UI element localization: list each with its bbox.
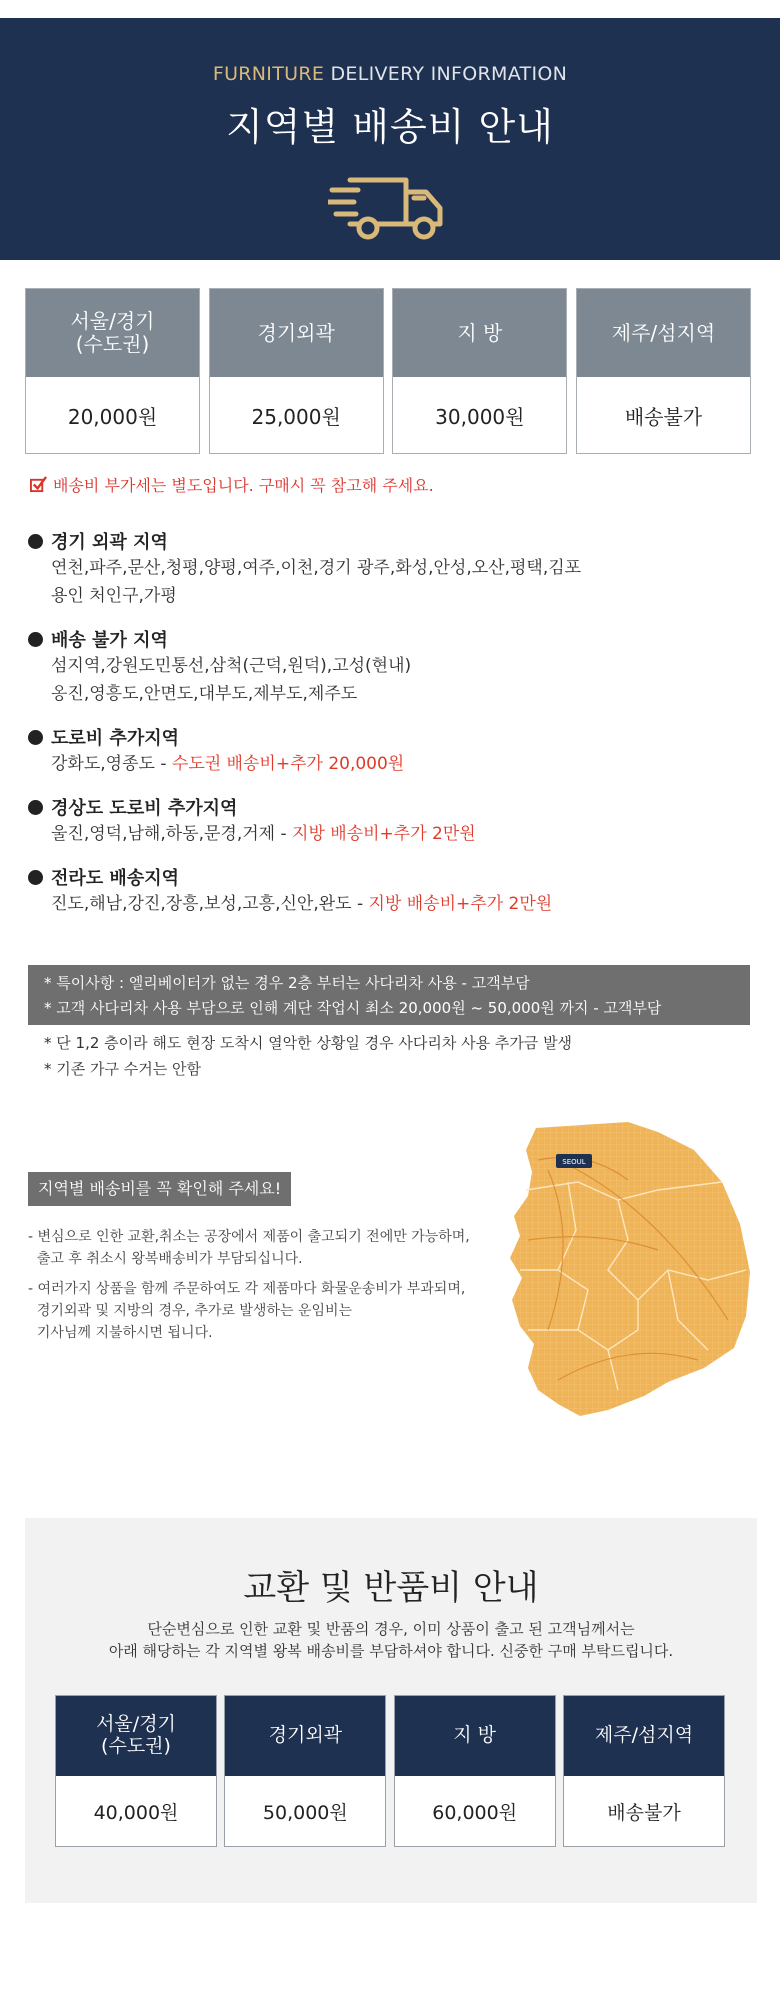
fee-region: 제주/섬지역 [577, 289, 750, 377]
fee-card [209, 288, 384, 454]
korea-map-image [508, 1120, 760, 1420]
area-item [28, 528, 748, 610]
extra-note: * 단 1,2 층이라 해도 현장 도착시 열악한 상황일 경우 사다리차 사용 추가금 발생 [44, 1034, 573, 1052]
return-fee-price: 50,000원 [225, 1776, 385, 1846]
area-line-text: 연천,파주,문산,청평,양평,여주,이천,경기 광주,화성,안성,오산,평택,김포 [51, 558, 582, 578]
fee-region: 경기외곽 [210, 289, 383, 377]
area-item [28, 864, 748, 918]
fee-region: 서울/경기 (수도권) [26, 289, 199, 377]
policy-note [28, 1226, 470, 1270]
vat-notice-text: 배송비 부가세는 별도입니다. 구매시 꼭 참고해 주세요. [53, 476, 434, 495]
special-note: * 특이사항 : 엘리베이터가 없는 경우 2층 부터는 사다리차 사용 - 고객부담 [44, 974, 530, 992]
return-fee-card [55, 1695, 217, 1847]
area-extra-fee: 수도권 배송비+추가 20,000원 [171, 754, 405, 774]
check-fee-label: 지역별 배송비를 꼭 확인해 주세요! [28, 1172, 291, 1206]
return-description [25, 1618, 757, 1662]
area-title-text: 전라도 배송지역 [51, 868, 179, 889]
policy-note [28, 1278, 470, 1344]
delivery-fee-table [25, 288, 751, 454]
area-extra-fee: 지방 배송비+추가 2만원 [292, 824, 476, 844]
header-subtitle-accent: FURNITURE [212, 63, 325, 85]
area-line-text: 울진,영덕,남해,하동,문경,거제 - [51, 824, 293, 844]
return-fee-card [224, 1695, 386, 1847]
policy-note-line: - 여러가지 상품을 함께 주문하여도 각 제품마다 화물운송비가 부과되며, [28, 1281, 466, 1297]
return-fee-region: 지 방 [395, 1696, 555, 1776]
map-seoul-label: SEOUL [562, 1158, 586, 1166]
area-line [51, 680, 748, 708]
area-item [28, 794, 748, 848]
return-fee-table [55, 1695, 725, 1847]
area-line-text: 진도,해남,강진,장흥,보성,고흥,신안,완도 - [51, 894, 369, 914]
delivery-truck-icon [328, 176, 448, 242]
area-title [28, 626, 748, 652]
fee-price: 25,000원 [210, 377, 383, 453]
area-line [51, 820, 748, 848]
policy-note-line: 경기외곽 및 지방의 경우, 추가로 발생하는 운임비는 [28, 1303, 353, 1319]
area-list [28, 528, 748, 934]
bullet-icon [28, 632, 43, 647]
bullet-icon [28, 870, 43, 885]
area-line [51, 750, 748, 778]
area-line [51, 890, 748, 918]
area-title [28, 724, 748, 750]
return-fee-region: 서울/경기 (수도권) [56, 1696, 216, 1776]
area-title-text: 경기 외곽 지역 [51, 532, 168, 553]
return-fee-price: 배송불가 [564, 1776, 724, 1846]
header-banner [0, 18, 780, 260]
special-note: * 고객 사다리차 사용 부담으로 인해 계단 작업시 최소 20,000원 ~ 50,000원 까지 - 고객부담 [44, 999, 662, 1017]
area-line-text: 옹진,영흥도,안면도,대부도,제부도,제주도 [51, 684, 358, 704]
vat-notice [30, 473, 434, 496]
return-fee-region: 경기외곽 [225, 1696, 385, 1776]
fee-card [392, 288, 567, 454]
fee-card [576, 288, 751, 454]
return-fee-section [25, 1518, 757, 1903]
return-fee-card [394, 1695, 556, 1847]
return-desc-line: 단순변심으로 인한 교환 및 반품의 경우, 이미 상품이 출고 된 고객님께서는 [147, 1620, 635, 1638]
header-subtitle [0, 63, 780, 85]
area-line [51, 652, 748, 680]
fee-region: 지 방 [393, 289, 566, 377]
area-line [51, 582, 748, 610]
area-line-text: 용인 처인구,가평 [51, 586, 177, 606]
area-item [28, 724, 748, 778]
area-title [28, 794, 748, 820]
area-title [28, 528, 748, 554]
area-extra-fee: 지방 배송비+추가 2만원 [368, 894, 553, 914]
return-fee-price: 60,000원 [395, 1776, 555, 1846]
extra-notes [44, 1030, 572, 1082]
policy-note-line: - 변심으로 인한 교환,취소는 공장에서 제품이 출고되기 전에만 가능하며, [28, 1229, 470, 1245]
return-fee-price: 40,000원 [56, 1776, 216, 1846]
area-title-text: 도로비 추가지역 [51, 728, 179, 749]
fee-price: 30,000원 [393, 377, 566, 453]
fee-price: 배송불가 [577, 377, 750, 453]
header-subtitle-rest: DELIVERY INFORMATION [324, 63, 568, 85]
bullet-icon [28, 800, 43, 815]
checkbox-checked-icon [30, 476, 47, 493]
area-line-text: 강화도,영종도 - [51, 754, 172, 774]
extra-note: * 기존 가구 수거는 안함 [44, 1060, 201, 1078]
return-fee-region: 제주/섬지역 [564, 1696, 724, 1776]
area-title [28, 864, 748, 890]
policy-note-line: 기사님께 지불하시면 됩니다. [28, 1325, 213, 1341]
return-fee-card [563, 1695, 725, 1847]
bullet-icon [28, 534, 43, 549]
area-line [51, 554, 748, 582]
policy-notes [28, 1226, 470, 1352]
return-title: 교환 및 반품비 안내 [243, 1568, 539, 1608]
page-title: 지역별 배송비 안내 [226, 105, 554, 149]
fee-card [25, 288, 200, 454]
policy-note-line: 출고 후 취소시 왕복배송비가 부담되십니다. [28, 1251, 303, 1267]
area-title-text: 경상도 도로비 추가지역 [51, 798, 238, 819]
area-line-text: 섬지역,강원도민통선,삼척(근덕,원덕),고성(현내) [51, 656, 412, 676]
fee-price: 20,000원 [26, 377, 199, 453]
special-notes-box [28, 965, 750, 1025]
area-title-text: 배송 불가 지역 [51, 630, 168, 651]
bullet-icon [28, 730, 43, 745]
area-item [28, 626, 748, 708]
return-desc-line: 아래 해당하는 각 지역별 왕복 배송비를 부담하셔야 합니다. 신중한 구매 부탁드립니다. [108, 1642, 674, 1660]
